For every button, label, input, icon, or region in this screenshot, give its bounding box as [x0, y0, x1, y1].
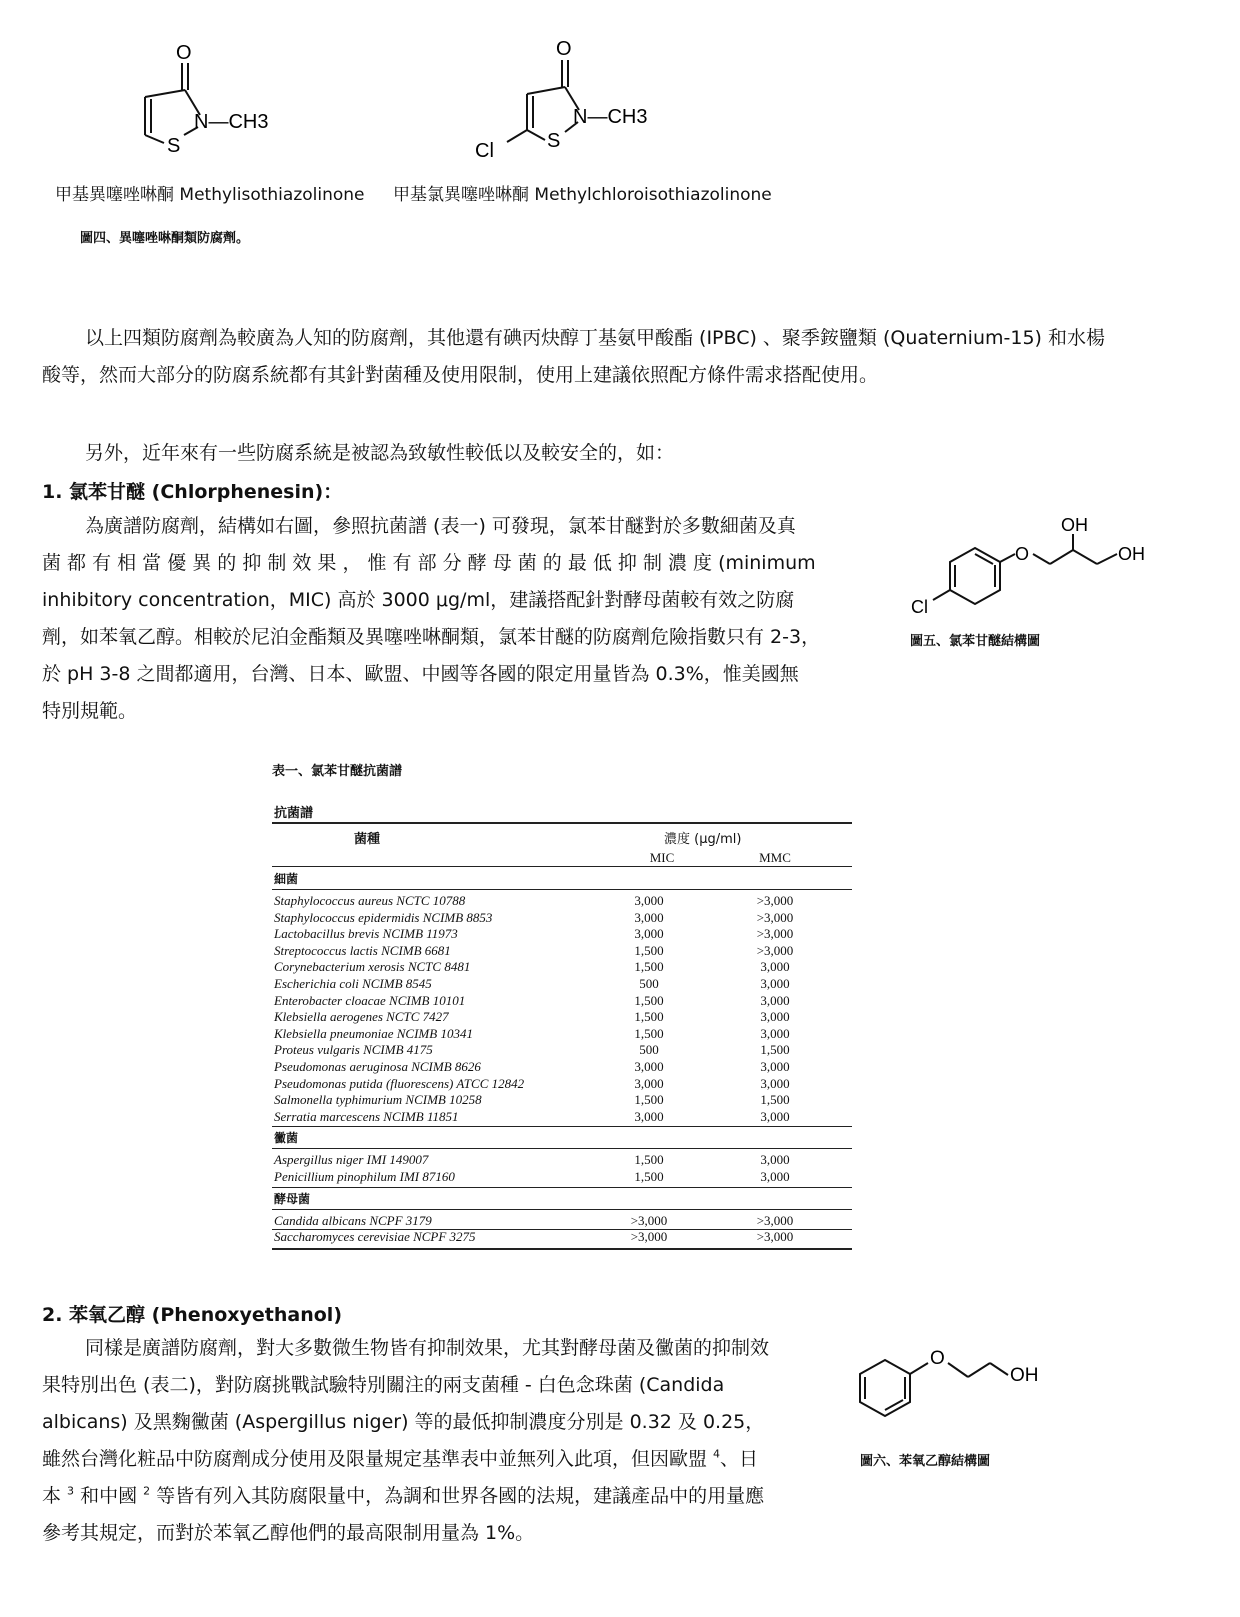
mmc-cell: >3,000 [756, 1229, 794, 1245]
mmc-cell: >3,000 [756, 926, 794, 942]
sulfur-label: S [547, 130, 561, 152]
species-cell: Staphylococcus aureus NCTC 10788 [274, 893, 466, 908]
species-cell: Klebsiella aerogenes NCTC 7427 [274, 1009, 449, 1025]
section2-line-4: 雖然台灣化粧品中防腐劑成分使用及限量規定基準表中並無列入此項，但因歐盟 $^4$、日 [42, 1447, 759, 1470]
mic-cell: 3,000 [634, 926, 664, 942]
phenoxyethanol-structure [850, 1335, 1080, 1425]
section2-line-5: 本 $^3$ 和中國 $^2$ 等皆有列入其防腐限量中，為調和世界各國的法規，建議產品中的用量應 [42, 1484, 765, 1507]
species-cell: Candida albicans NCPF 3179 [274, 1212, 432, 1228]
section2-heading: 2. 苯氧乙醇 (Phenoxyethanol) [42, 1304, 343, 1326]
carbonyl-oxygen-label: O [176, 42, 192, 64]
table-row [272, 1169, 852, 1186]
mmc-cell: 1,500 [760, 1042, 790, 1058]
mmc-cell: 3,000 [760, 976, 790, 991]
table-row [272, 1092, 852, 1109]
mic-column-header: MIC [649, 850, 675, 865]
hydroxyl-label: OH [1061, 515, 1088, 535]
table-group-label: 黴菌 [274, 1131, 299, 1146]
species-cell: Klebsiella pneumoniae NCIMB 10341 [274, 1025, 473, 1041]
methylchloroisothiazolinone-structure [475, 30, 675, 165]
mmc-cell: 3,000 [760, 1169, 790, 1184]
species-column-header: 菌種 [354, 832, 381, 847]
mic-cell: 1,500 [634, 1152, 664, 1168]
section1-line-5: 於 pH 3-8 之間都適用，台灣、日本、歐盟、中國等各國的限定用量皆為 0.3%，惟美國無 [42, 663, 799, 685]
antimicrobial-spectrum-table [272, 800, 852, 1250]
n-methyl-label: N—CH3 [194, 111, 269, 133]
mmc-cell: >3,000 [756, 909, 794, 925]
concentration-column-header: 濃度 (μg/ml) [664, 832, 742, 847]
intro-line-1: 以上四類防腐劑為較廣為人知的防腐劑，其他還有碘丙炔醇丁基氨甲酸酯 (IPBC) 、聚季銨鹽類 (Quaternium-15) 和水楊 [85, 327, 1106, 349]
mmc-cell: >3,000 [756, 1212, 794, 1228]
ether-oxygen-label: O [930, 1348, 945, 1369]
species-cell: Aspergillus niger IMI 149007 [274, 1152, 429, 1168]
mic-cell: 1,500 [634, 942, 664, 958]
table-row [272, 1152, 852, 1169]
table-row [272, 910, 852, 927]
table-group-label: 細菌 [274, 872, 299, 886]
section1-line-4: 劑，如苯氧乙醇。相較於尼泊金酯類及異噻唑啉酮類，氯苯甘醚的防腐劑危險指數只有 2-3， [42, 626, 821, 648]
table-row [272, 976, 852, 993]
table-row [272, 959, 852, 976]
hydroxyl-label: OH [1010, 1365, 1039, 1386]
mic-cell: 3,000 [634, 1059, 664, 1074]
intro-line-2: 酸等，然而大部分的防腐系統都有其針對菌種及使用限制，使用上建議依照配方條件需求搭配使用。 [42, 364, 879, 386]
species-cell: Corynebacterium xerosis NCTC 8481 [274, 959, 471, 975]
table-row [272, 1076, 852, 1093]
species-cell: Escherichia coli NCIMB 8545 [274, 976, 432, 991]
figure5-caption: 圖五、氯苯甘醚結構圖 [910, 634, 1041, 649]
mic-cell: 1,500 [634, 959, 664, 975]
table-row [272, 1229, 852, 1246]
chloro-label: Cl [475, 140, 494, 162]
methylisothiazolinone-structure [120, 35, 320, 165]
species-cell: Staphylococcus epidermidis NCIMB 8853 [274, 909, 493, 925]
mmc-cell: 3,000 [760, 1059, 790, 1074]
mmc-cell: 1,500 [760, 1092, 790, 1108]
section1-line-3: inhibitory concentration，MIC) 高於 3000 μg/ml，建議搭配針對酵母菌較有效之防腐 [42, 589, 795, 611]
table1-title: 表一、氯苯甘醚抗菌譜 [272, 764, 403, 779]
species-cell: Serratia marcescens NCIMB 11851 [274, 1108, 459, 1124]
mic-cell: 500 [639, 976, 659, 991]
mic-cell: 3,000 [634, 1075, 664, 1091]
species-cell: Penicillium pinophilum IMI 87160 [274, 1169, 455, 1184]
figure4-caption: 圖四、異噻唑啉酮類防腐劑。 [80, 231, 250, 246]
mic-cell: 1,500 [634, 1092, 664, 1108]
sulfur-label: S [167, 135, 181, 157]
mmc-cell: 3,000 [760, 1009, 790, 1025]
mic-cell: 1,500 [634, 1025, 664, 1041]
species-cell: Proteus vulgaris NCIMB 4175 [274, 1042, 433, 1058]
chlorphenesin-structure [905, 510, 1165, 625]
mic-cell: 3,000 [634, 1108, 664, 1124]
also-line: 另外，近年來有一些防腐系統是被認為致敏性較低以及較安全的，如： [85, 442, 675, 464]
species-cell: Enterobacter cloacae NCIMB 10101 [274, 992, 466, 1008]
mmc-cell: 3,000 [760, 1025, 790, 1041]
species-cell: Salmonella typhimurium NCIMB 10258 [274, 1092, 482, 1108]
table-row [272, 1009, 852, 1026]
table-row [272, 893, 852, 910]
figure6-caption: 圖六、苯氧乙醇結構圖 [860, 1454, 991, 1469]
section2-line-6: 參考其規定，而對於苯氧乙醇他們的最高限制用量為 1%。 [42, 1522, 535, 1544]
table-row [272, 1042, 852, 1059]
species-cell: Pseudomonas putida (fluorescens) ATCC 12842 [274, 1075, 525, 1091]
species-cell: Saccharomyces cerevisiae NCPF 3275 [274, 1229, 476, 1245]
table-row [272, 926, 852, 943]
table-row [272, 993, 852, 1010]
mmc-cell: >3,000 [756, 893, 794, 908]
species-cell: Lactobacillus brevis NCIMB 11973 [274, 926, 458, 942]
mic-cell: 3,000 [634, 893, 664, 908]
table-row [272, 1059, 852, 1076]
species-cell: Streptococcus lactis NCIMB 6681 [274, 942, 451, 958]
mic-cell: 3,000 [634, 909, 664, 925]
methylchloroisothiazolinone-caption: 甲基氯異噻唑啉酮 Methylchloroisothiazolinone [393, 185, 772, 205]
mic-cell: 1,500 [634, 992, 664, 1008]
ether-oxygen-label: O [1015, 544, 1030, 564]
section1-line-2: 菌 都 有 相 當 優 異 的 抑 制 效 果 ， 惟 有 部 分 酵 母 菌 的 最 低 抑 制 濃 度 (minimum [42, 552, 816, 574]
table-row [272, 943, 852, 960]
table-group-label: 酵母菌 [274, 1191, 311, 1206]
n-methyl-label: N—CH3 [573, 106, 648, 128]
mic-cell: 1,500 [634, 1169, 664, 1184]
section1-line-6: 特別規範。 [42, 700, 138, 722]
mmc-cell: 3,000 [760, 992, 790, 1008]
section1-heading: 1. 氯苯甘醚 (Chlorphenesin)： [42, 481, 343, 503]
species-cell: Pseudomonas aeruginosa NCIMB 8626 [274, 1059, 481, 1074]
table-row [272, 1026, 852, 1043]
mmc-cell: 3,000 [760, 1075, 790, 1091]
mic-cell: >3,000 [630, 1229, 668, 1245]
chloro-label: Cl [911, 597, 928, 617]
mic-cell: 1,500 [634, 1009, 664, 1025]
methylisothiazolinone-caption: 甲基異噻唑啉酮 Methylisothiazolinone [55, 185, 365, 205]
table-heading: 抗菌譜 [274, 806, 314, 821]
mmc-cell: >3,000 [756, 942, 794, 958]
mmc-cell: 3,000 [760, 959, 790, 975]
carbonyl-oxygen-label: O [556, 38, 572, 60]
mmc-cell: 3,000 [760, 1108, 790, 1124]
section2-line-2: 果特別出色 (表二)，對防腐挑戰試驗特別關注的兩支菌種 - 白色念珠菌 (Candida [42, 1374, 725, 1396]
hydroxyl-end-label: OH [1118, 544, 1145, 564]
section2-line-1: 同樣是廣譜防腐劑，對大多數微生物皆有抑制效果，尤其對酵母菌及黴菌的抑制效 [85, 1337, 770, 1359]
mic-cell: >3,000 [630, 1212, 668, 1228]
table-row [272, 1213, 852, 1230]
table-row [272, 1109, 852, 1126]
section1-line-1: 為廣譜防腐劑，結構如右圖，參照抗菌譜 (表一) 可發現，氯苯甘醚對於多數細菌及真 [85, 515, 796, 537]
section2-line-3: albicans) 及黑麴黴菌 (Aspergillus niger) 等的最低抑制濃度分別是 0.32 及 0.25， [42, 1411, 765, 1433]
mmc-cell: 3,000 [760, 1152, 790, 1168]
mmc-column-header: MMC [759, 850, 791, 865]
mic-cell: 500 [639, 1042, 659, 1058]
